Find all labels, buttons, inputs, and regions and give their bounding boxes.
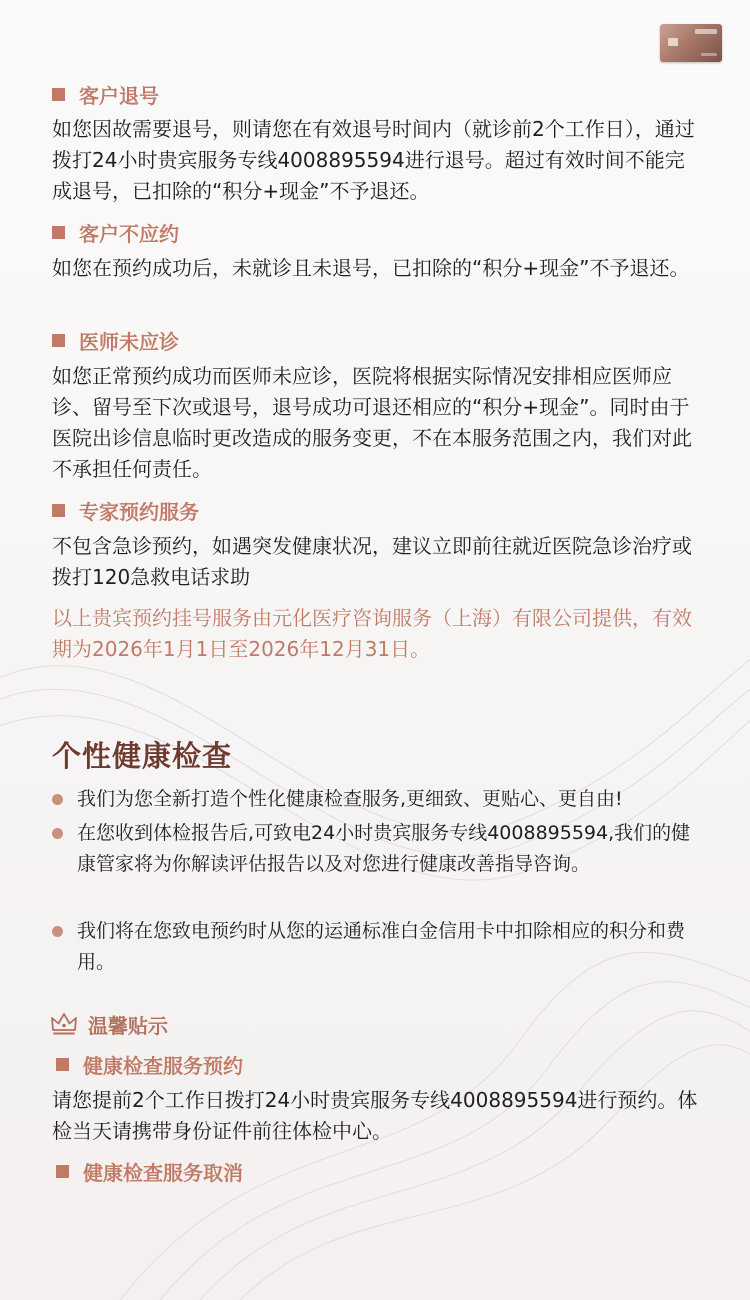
card-text-stripe xyxy=(701,53,717,56)
section-title: 客户退号 xyxy=(79,83,159,108)
round-bullet-icon xyxy=(52,794,63,805)
section-heading-expert xyxy=(52,496,199,524)
health-check-bullet xyxy=(52,916,704,978)
health-check-title: 个性健康检查 xyxy=(52,739,233,773)
square-bullet-icon xyxy=(56,1165,69,1178)
section-heading-no-show xyxy=(52,218,179,246)
section-heading-booking xyxy=(56,1050,243,1078)
square-bullet-icon xyxy=(52,226,65,239)
section-title: 客户不应约 xyxy=(79,221,179,246)
section-body-expert: 不包含急诊预约，如遇突发健康状况，建议立即前往就近医院急诊治疗或拨打120急救电话求助 xyxy=(52,534,692,589)
section-heading-cancellation xyxy=(56,1157,243,1185)
square-bullet-icon xyxy=(56,1058,69,1071)
round-bullet-icon xyxy=(52,828,63,839)
section-body-doctor-absent: 如您正常预约成功而医师未应诊，医院将根据实际情况安排相应医师应诊、留号至下次或退号，退号成功可退还相应的“积分+现金”。同时由于医院出诊信息临时更改造成的服务变更，不在本服务范围之内，我们对此不承担任何责任。 xyxy=(52,364,692,481)
section-heading-cancel xyxy=(52,80,159,108)
square-bullet-icon xyxy=(52,88,65,101)
tips-heading xyxy=(50,1008,168,1040)
bullet-text: 我们将在您致电预约时从您的运通标准白金信用卡中扣除相应的积分和费用。 xyxy=(77,920,686,973)
crown-icon xyxy=(50,1011,78,1037)
health-check-bullet xyxy=(52,818,704,880)
health-check-bullet xyxy=(52,784,704,815)
section-heading-doctor-absent xyxy=(52,326,179,354)
round-bullet-icon xyxy=(52,926,63,937)
provider-note: 以上贵宾预约挂号服务由元化医疗咨询服务（上海）有限公司提供，有效期为2026年1月1日至2026年12月31日。 xyxy=(52,606,692,661)
bullet-text: 在您收到体检报告后,可致电24小时贵宾服务专线4008895594,我们的健康管家将为你解读评估报告以及对您进行健康改善指导咨询。 xyxy=(77,822,691,875)
section-body-cancel: 如您因故需要退号，则请您在有效退号时间内（就诊前2个工作日），通过拨打24小时贵宾服务专线4008895594进行退号。超过有效时间不能完成退号，已扣除的“积分+现金”不予退还。 xyxy=(52,117,695,203)
square-bullet-icon xyxy=(52,334,65,347)
section-body-booking: 请您提前2个工作日拨打24小时贵宾服务专线4008895594进行预约。体检当天请携带身份证件前往体检中心。 xyxy=(52,1088,698,1143)
section-title: 医师未应诊 xyxy=(79,329,179,354)
section-body-no-show: 如您在预约成功后，未就诊且未退号，已扣除的“积分+现金”不予退还。 xyxy=(52,256,690,280)
tips-title: 温馨贴示 xyxy=(88,1013,168,1038)
section-title: 健康检查服务预约 xyxy=(83,1053,243,1078)
square-bullet-icon xyxy=(52,504,65,517)
bullet-text: 我们为您全新打造个性化健康检查服务,更细致、更贴心、更自由! xyxy=(77,788,623,810)
section-title: 健康检查服务取消 xyxy=(83,1160,243,1185)
platinum-card-thumbnail xyxy=(660,24,722,62)
card-logo-stripe xyxy=(695,29,717,34)
card-chip-icon xyxy=(668,38,678,46)
section-title: 专家预约服务 xyxy=(79,499,199,524)
